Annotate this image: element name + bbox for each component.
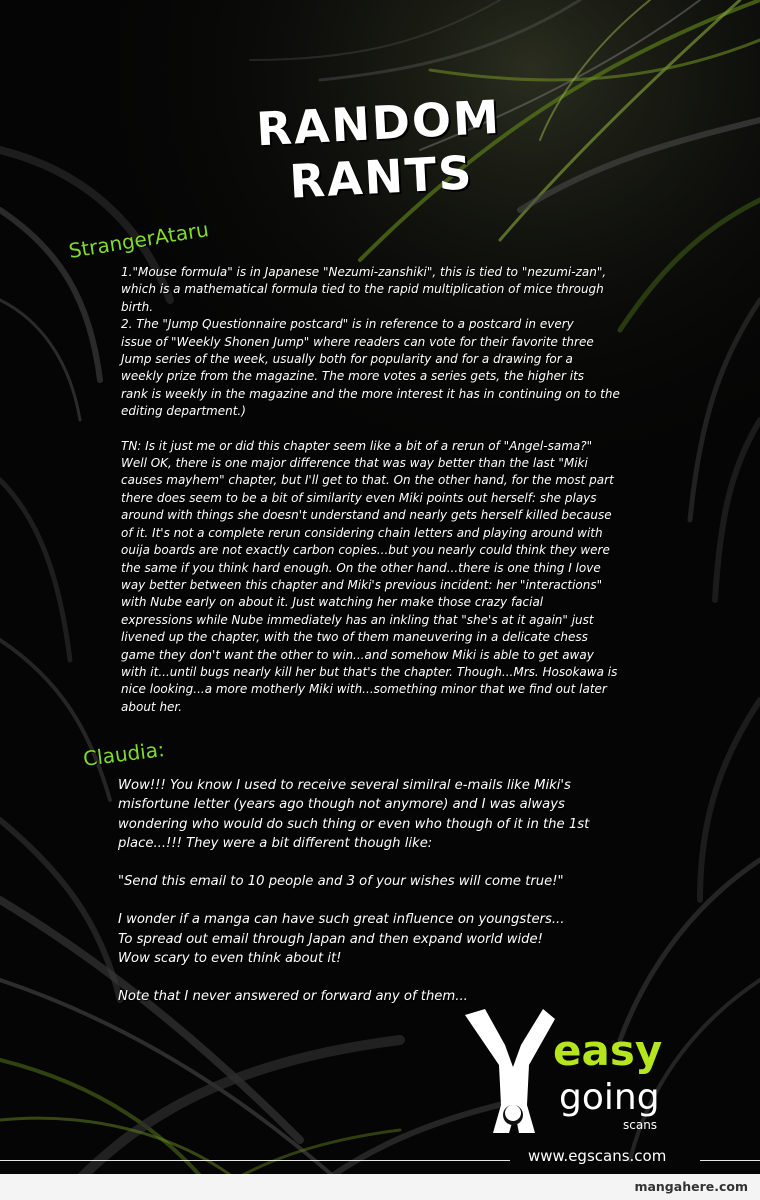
author-strangerataru: StrangerAtaru (66, 217, 211, 263)
translation-note-paragraph: TN: Is it just me or did this chapter seem like a bit of a rerun of "Angel-sama?" Well OK, there is one major difference that was way better than the last "Miki causes mayhem" chapter, but I'll get to that. On the other hand, for the most part there does seem to be a bit of similarity even Miki points out herself: she plays around with things she doesn't understand and nearly gets herself killed because of it. It's not a complete rerun considering chain letters and playing around with ouija boards are not exactly carbon copies...but you nearly could think they were the same if you think hard enough. On the other hand...there is one thing I love way better between this chapter and Miki's previous incident: her "interactions" with Nube early on about it. Just watching her make those crazy facial expressions while Nube immediately has an inkling that "she's at it again" just livened up the chapter, with the two of them maneuvering in a delicate chess game they don't want the other to win...and somehow Miki is able to get away with it...until bugs nearly kill her but that's the chapter. Though...Mrs. Hosokawa is nice looking...a more motherly Miki with...something minor that we find out later about her. (121, 438, 618, 714)
claudia-paragraph: I wonder if a manga can have such great influence on youngsters... To spread out email through Japan and then expand world wide! Wow scary to even think about it! (118, 912, 565, 967)
easy-going-logo (455, 1005, 695, 1145)
claudia-paragraph: "Send this email to 10 people and 3 of your wishes will come true!" (118, 874, 564, 890)
page-title: RANDOM RANTS (255, 89, 503, 209)
website-url[interactable]: www.egscans.com (528, 1147, 667, 1165)
watermark-text[interactable]: mangahere.com (634, 1179, 748, 1194)
translation-note-paragraph: 1."Mouse formula" is in Japanese "Nezumi-zanshiki", this is tied to "nezumi-zan", which is a mathematical formula tied to the rapid multiplication of mice through birth. 2. The "Jump Questionnaire postcard" is in reference to a postcard in every issue of "Weekly Shonen Jump" where readers can vote for their favorite three Jump series of the week, usually both for popularity and for a drawing for a weekly prize from the magazine. The more votes a series gets, the higher its rank is weekly in the magazine and the more interest it has in continuing on to the editing department.) (121, 265, 620, 419)
logo-easy: easy (553, 1026, 663, 1075)
claudia-paragraph: Note that I never answered or forward any of them... (118, 989, 468, 1005)
strangerataru-notes (121, 264, 651, 716)
logo-going: going (559, 1077, 660, 1118)
footer-divider-left (0, 1160, 510, 1161)
claudia-notes (118, 776, 638, 1007)
logo-scans: scans (623, 1118, 658, 1132)
footer-divider-right (700, 1160, 760, 1161)
author-claudia: Claudia: (81, 737, 166, 771)
claudia-paragraph: Wow!!! You know I used to receive several similral e-mails like Miki's misfortune letter (years ago though not anymore) and I was always wondering who would do such thing or even who though of it in the 1st place...!!! They were a bit different though like: (118, 778, 590, 851)
handstand-figure-icon (465, 1009, 555, 1133)
